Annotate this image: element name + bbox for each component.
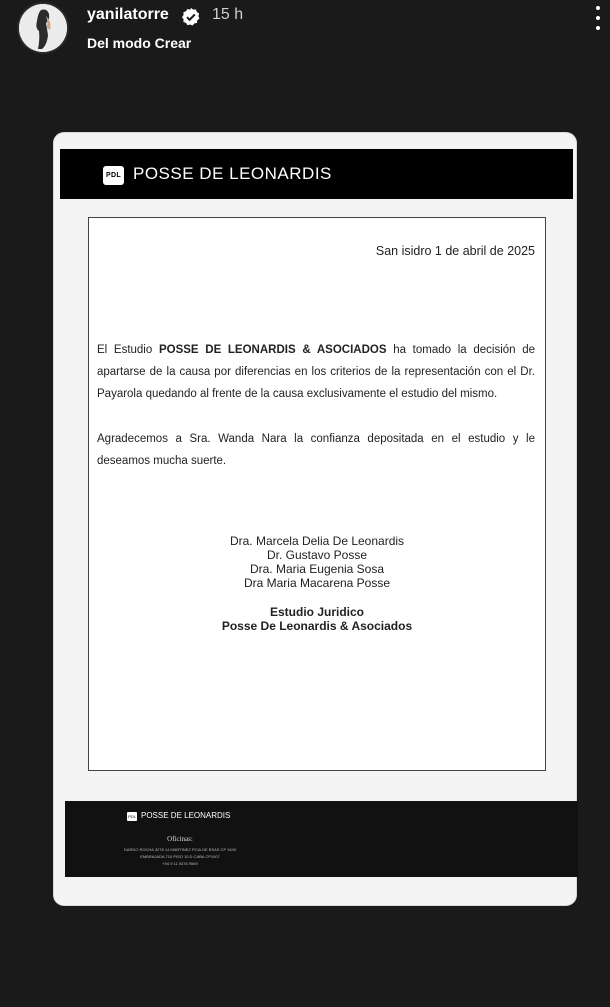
signer: Dr. Gustavo Posse	[266, 548, 368, 562]
firm-line-1: Estudio Juridico	[269, 605, 364, 619]
footer-address-line: EMBRAJADA 710 PISO 10 D CABA CP1007	[140, 854, 220, 859]
story-subtitle[interactable]: Del modo Crear	[87, 35, 192, 51]
letterhead	[60, 149, 573, 199]
footer-pdl-logo: PDL	[128, 814, 136, 819]
signers-list	[89, 534, 545, 590]
footer-address-line: DARDO ROCHA 3278 14 MARTINEZ PCIA DE BSAS CP 1640	[123, 847, 237, 852]
footer-brand: POSSE DE LEONARDIS	[141, 811, 231, 820]
footer-oficinas: Oficinas:	[167, 835, 193, 843]
letter-paragraph-1	[97, 339, 535, 405]
paragraph-1-text-start: El Estudio	[97, 344, 159, 356]
letter-paragraph-2: Agradecemos a Sra. Wanda Nara la confianza depositada en el estudio y le deseamos mucha suerte.	[97, 433, 535, 467]
pdl-logo: PDL	[103, 166, 124, 185]
letter-body	[88, 217, 546, 771]
letter-footer	[65, 801, 578, 877]
document-image	[54, 133, 576, 905]
avatar-photo-icon	[19, 4, 67, 52]
signer: Dra Maria Macarena Posse	[243, 576, 391, 590]
letter-date: San isidro 1 de abril de 2025	[375, 244, 535, 258]
avatar[interactable]	[19, 4, 67, 52]
letterhead-brand: POSSE DE LEONARDIS	[133, 164, 332, 183]
post-time: 15 h	[212, 6, 244, 23]
verified-badge-icon	[181, 7, 201, 27]
paragraph-1-text-end: ha tomado la decisión de apartarse de la causa por diferencias en los criterios de la representación con el Dr. Payarola quedando al frente de la causa exclusivamente el estudio del mismo.	[97, 344, 536, 400]
username[interactable]: yanilatorre	[87, 6, 169, 23]
firm-name-bold: POSSE DE LEONARDIS & ASOCIADOS	[158, 344, 387, 356]
story-header	[0, 0, 610, 70]
signer: Dra. Marcela Delia De Leonardis	[229, 534, 405, 548]
more-options-icon[interactable]	[592, 6, 604, 40]
firm-signature	[89, 605, 545, 633]
footer-phone-line: +54 9 11 5476 9569	[162, 861, 198, 866]
signer: Dra. Maria Eugenia Sosa	[249, 562, 385, 576]
firm-line-2: Posse De Leonardis & Asociados	[221, 619, 413, 633]
